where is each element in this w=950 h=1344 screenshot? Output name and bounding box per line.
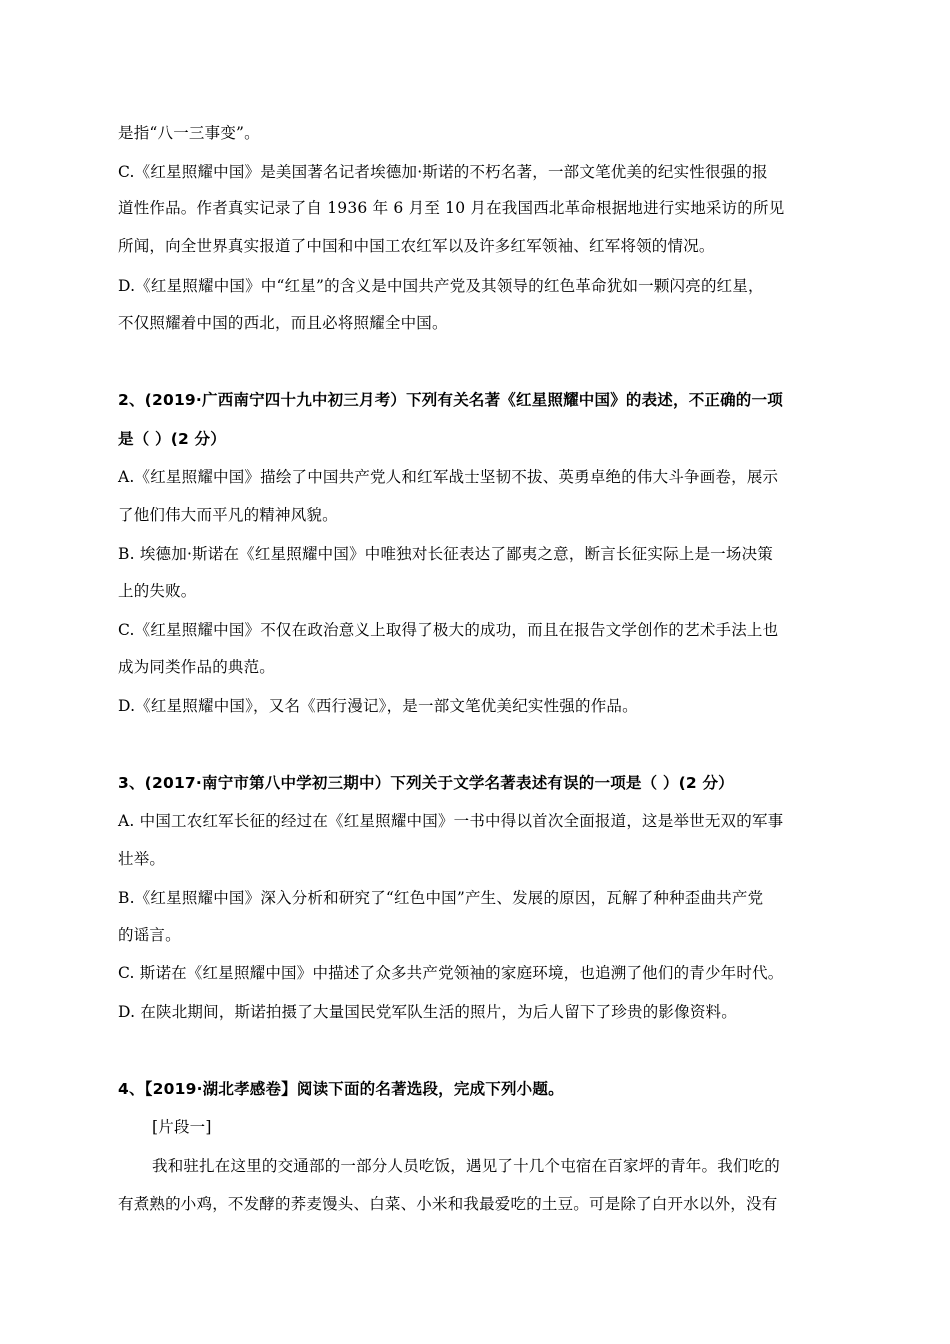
q2-option-a-line-1: A.《红星照耀中国》描绘了中国共产党人和红军战士坚韧不拔、英勇卓绝的伟大斗争画卷，展示 [118,468,779,486]
q2-option-a-line-2: 了他们伟大而平凡的精神风貌。 [118,506,338,524]
text-line: 是指“八一三事变”。 [118,124,260,142]
q3-option-d: D. 在陕北期间，斯诺拍摄了大量国民党军队生活的照片，为后人留下了珍贵的影像资料。 [118,1003,737,1021]
option-c-line-3: 所闻，向全世界真实报道了中国和中国工农红军以及许多红军领袖、红军将领的情况。 [118,237,715,255]
option-d-line-1: D.《红星照耀中国》中“红星”的含义是中国共产党及其领导的红色革命犹如一颗闪亮的红星， [118,277,764,295]
q2-option-d: D.《红星照耀中国》，又名《西行漫记》，是一部文笔优美纪实性强的作品。 [118,697,638,715]
q2-option-b-line-2: 上的失败。 [118,582,197,600]
passage-line-2: 有煮熟的小鸡，不发酵的荞麦馒头、白菜、小米和我最爱吃的土豆。可是除了白开水以外，没有 [118,1195,778,1213]
q3-option-a-line-1: A. 中国工农红军长征的经过在《红星照耀中国》一书中得以首次全面报道，这是举世无双的军事 [118,812,784,830]
q3-option-c: C. 斯诺在《红星照耀中国》中描述了众多共产党领袖的家庭环境，也追溯了他们的青少年时代。 [118,964,784,982]
q3-option-a-line-2: 壮举。 [118,850,166,868]
q2-option-c-line-1: C.《红星照耀中国》不仅在政治意义上取得了极大的成功，而且在报告文学创作的艺术手法上也 [118,621,779,639]
q3-option-b-line-1: B.《红星照耀中国》深入分析和研究了“红色中国”产生、发展的原因，瓦解了种种歪曲共产党 [118,889,764,907]
option-c-line-1: C.《红星照耀中国》是美国著名记者埃德加·斯诺的不朽名著，一部文笔优美的纪实性很强的报 [118,163,768,181]
q3-option-b-line-2: 的谣言。 [118,926,181,944]
passage-line-1: 我和驻扎在这里的交通部的一部分人员吃饭，遇见了十几个屯宿在百家坪的青年。我们吃的 [152,1157,781,1175]
option-c-line-2: 道性作品。作者真实记录了自 1936 年 6 月至 10 月在我国西北革命根据地进行实地采访的所见 [118,199,785,217]
q2-option-c-line-2: 成为同类作品的典范。 [118,658,276,676]
question-2-title-cont: 是（ ）(2 分） [118,430,226,448]
passage-heading: [片段一] [152,1118,212,1136]
question-3-title: 3、(2017·南宁市第八中学初三期中）下列关于文学名著表述有误的一项是（ ）(2 分） [118,774,734,792]
option-d-line-2: 不仅照耀着中国的西北，而且必将照耀全中国。 [118,314,448,332]
question-4-title: 4、【2019·湖北孝感卷】阅读下面的名著选段，完成下列小题。 [118,1080,564,1098]
q2-option-b-line-1: B. 埃德加·斯诺在《红星照耀中国》中唯独对长征表达了鄙夷之意，断言长征实际上是一场决策 [118,545,773,563]
question-2-title: 2、(2019·广西南宁四十九中初三月考）下列有关名著《红星照耀中国》的表述，不正确的一项 [118,391,783,409]
